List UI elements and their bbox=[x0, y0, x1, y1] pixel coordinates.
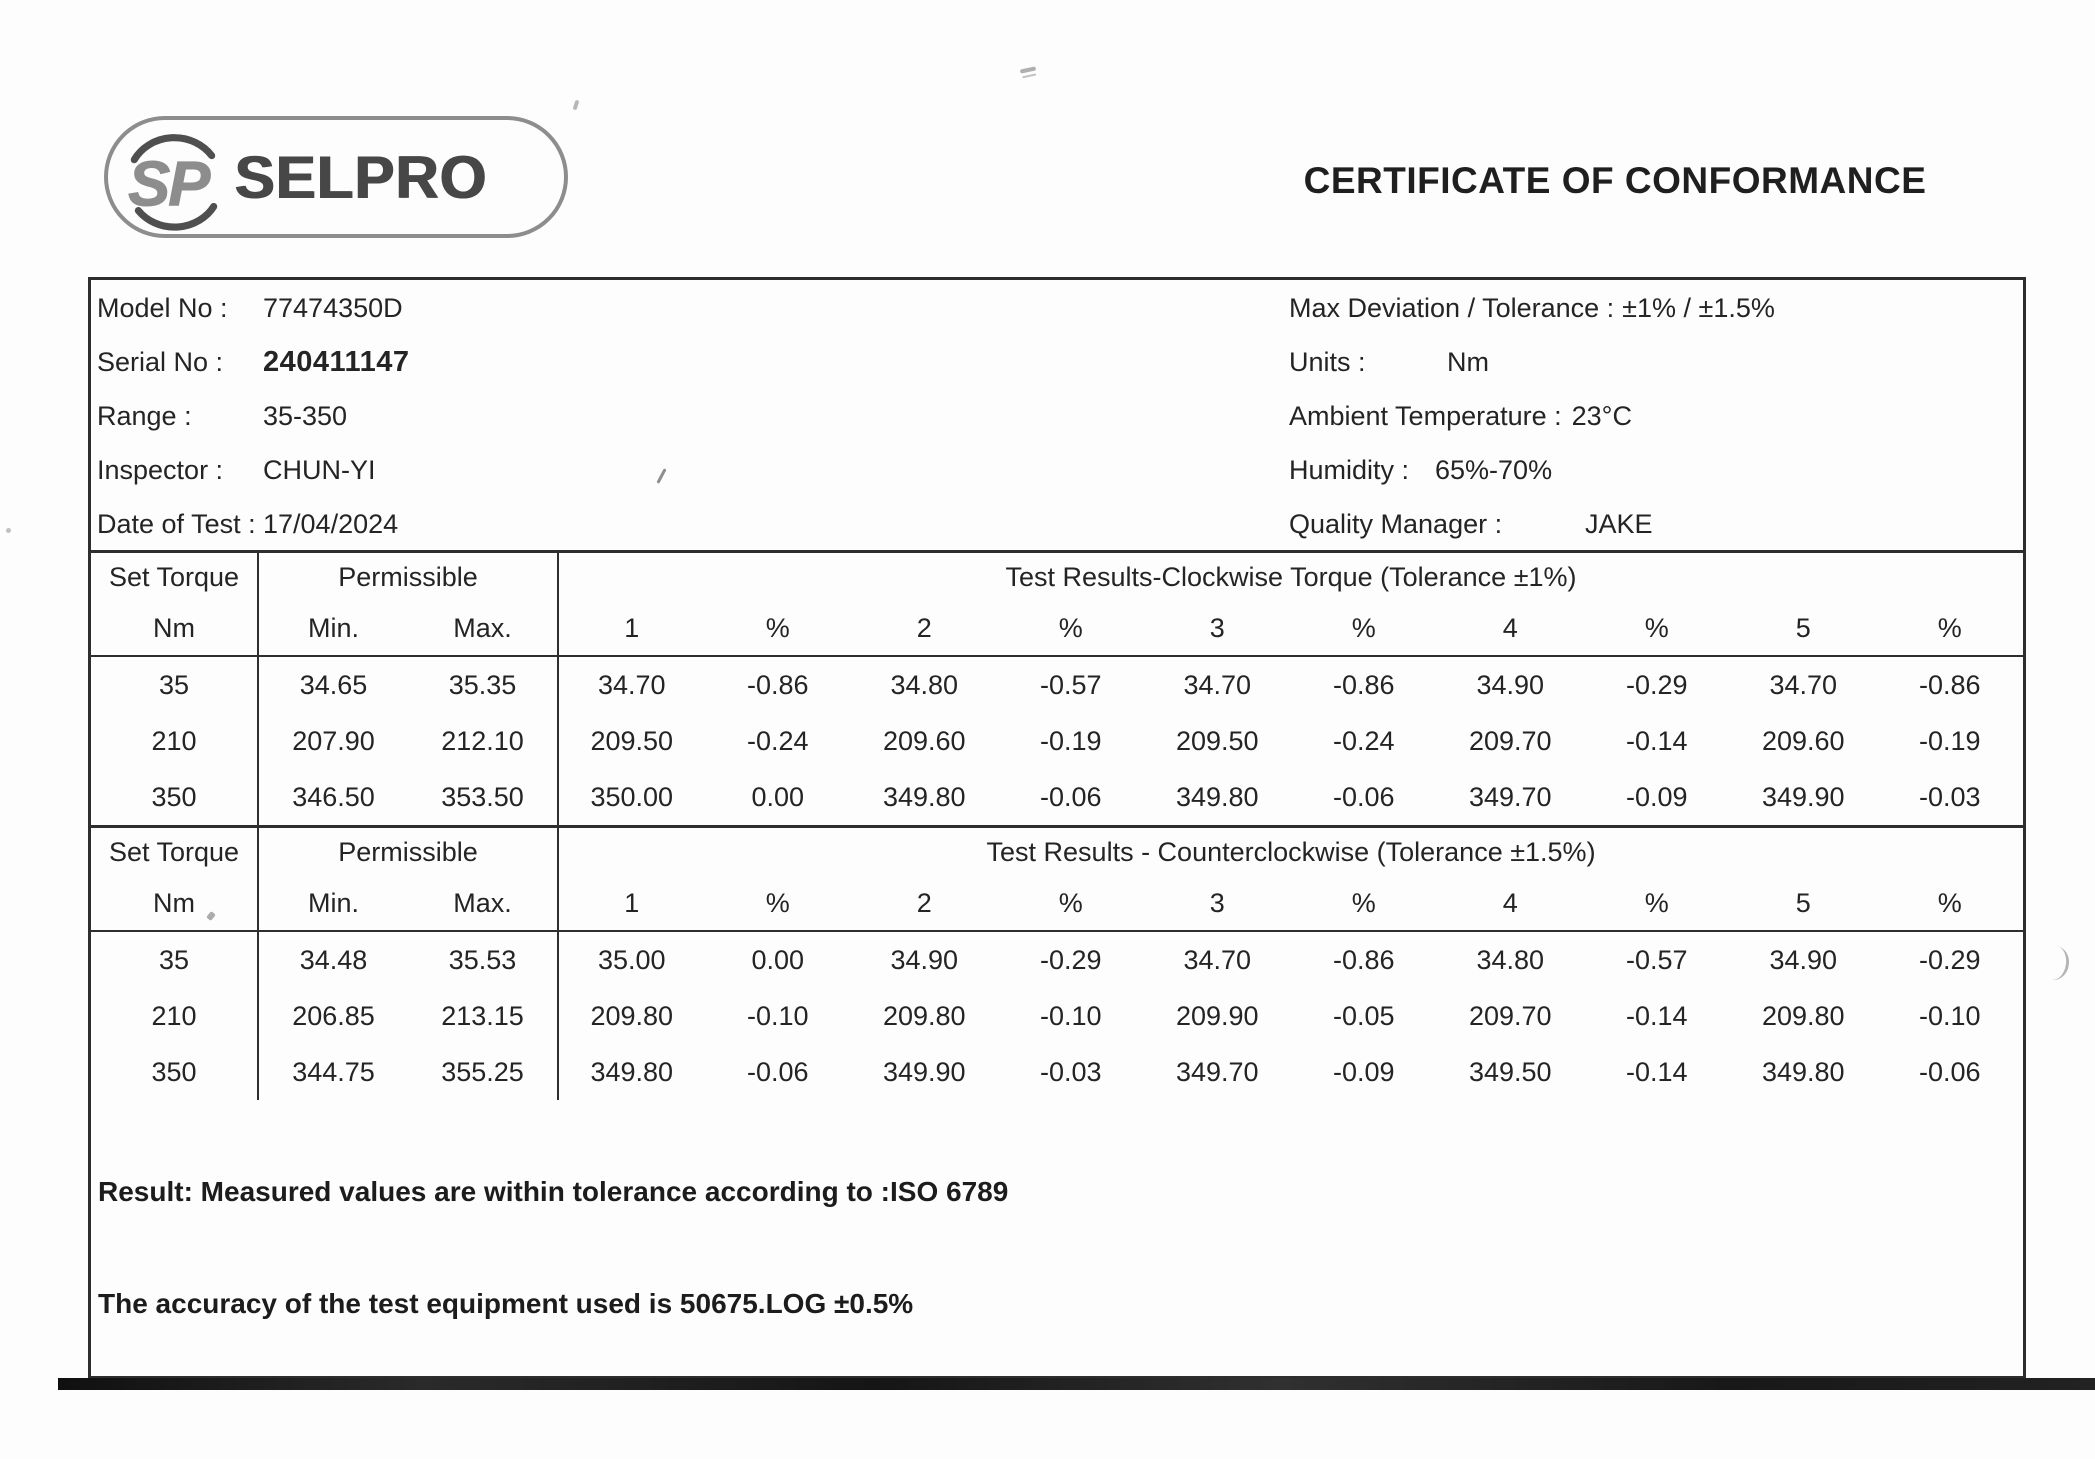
table-cell: -0.06 bbox=[1919, 1056, 1981, 1087]
table-cell: -0.06 bbox=[1039, 781, 1102, 812]
inspector-label: Inspector : bbox=[97, 454, 224, 485]
column-header: 2 bbox=[851, 876, 998, 931]
brand-name: SELPRO bbox=[234, 143, 487, 211]
table-cell: 349.70 bbox=[1468, 781, 1552, 812]
column-header: Permissible bbox=[258, 553, 558, 601]
column-header: 1 bbox=[558, 876, 705, 931]
column-header: Test Results - Counterclockwise (Tolerance ±1.5%) bbox=[986, 836, 1596, 867]
table-cell: 34.70 bbox=[1769, 669, 1838, 700]
range-value: 35-350 bbox=[263, 400, 348, 431]
header-row bbox=[91, 827, 2023, 877]
quality-manager-row bbox=[1289, 497, 2019, 551]
table-cell: 209.80 bbox=[1761, 1000, 1845, 1031]
quality-manager-value: JAKE bbox=[1585, 508, 1653, 539]
column-header: % bbox=[998, 601, 1145, 656]
model-no-row bbox=[97, 281, 1177, 335]
table-cell: -0.19 bbox=[1919, 725, 1981, 756]
table-cell: -0.03 bbox=[1919, 781, 1981, 812]
table-cell: 349.80 bbox=[590, 1056, 674, 1087]
table-cell: 34.70 bbox=[1183, 944, 1252, 975]
column-header: % bbox=[998, 876, 1145, 931]
column-header: Nm bbox=[91, 876, 258, 931]
ambient-temperature-value: 23°C bbox=[1571, 400, 1632, 431]
table-cell: -0.10 bbox=[1039, 1000, 1102, 1031]
max-deviation-row bbox=[1289, 281, 2019, 335]
date-of-test-row bbox=[97, 497, 1177, 551]
table-cell: 34.90 bbox=[1476, 669, 1545, 700]
inspector-value: CHUN-YI bbox=[263, 454, 376, 485]
table-cell: -0.06 bbox=[746, 1056, 809, 1087]
table-cell: -0.05 bbox=[1332, 1000, 1395, 1031]
column-header: Max. bbox=[408, 876, 558, 931]
column-header: Set Torque bbox=[91, 827, 258, 877]
table-cell: 209.80 bbox=[590, 1000, 674, 1031]
table-cell: 34.90 bbox=[1769, 944, 1838, 975]
column-header: % bbox=[1584, 601, 1731, 656]
scan-artifact bbox=[6, 528, 11, 533]
clockwise-results-table bbox=[91, 553, 2023, 825]
scan-artifact bbox=[573, 100, 580, 111]
scan-artifact bbox=[1020, 66, 1036, 73]
column-header: Nm bbox=[91, 601, 258, 656]
table-cell: 209.50 bbox=[590, 725, 674, 756]
column-header: Min. bbox=[258, 601, 408, 656]
column-header: Min. bbox=[258, 876, 408, 931]
model-no-label: Model No : bbox=[97, 292, 228, 323]
table-cell: 35 bbox=[91, 931, 258, 988]
table-cell: 35.53 bbox=[408, 931, 558, 988]
table-cell: 34.70 bbox=[1183, 669, 1252, 700]
units-label: Units : bbox=[1289, 346, 1366, 377]
table-cell: 350.00 bbox=[590, 781, 674, 812]
table-cell: 34.48 bbox=[299, 944, 368, 975]
result-section bbox=[91, 1100, 2023, 1376]
table-cell: -0.10 bbox=[1919, 1000, 1981, 1031]
table-cell: -0.09 bbox=[1625, 781, 1688, 812]
table-cell: 0.00 bbox=[751, 944, 805, 975]
humidity-value: 65%-70% bbox=[1435, 454, 1553, 485]
table-cell: -0.14 bbox=[1625, 1000, 1688, 1031]
table-cell: 210 bbox=[91, 713, 258, 769]
table-cell: -0.57 bbox=[1039, 669, 1102, 700]
table-cell: -0.29 bbox=[1919, 944, 1981, 975]
column-header: % bbox=[1584, 876, 1731, 931]
column-header: 3 bbox=[1144, 876, 1291, 931]
table-cell: 213.15 bbox=[408, 988, 558, 1044]
column-header: % bbox=[1877, 601, 2024, 656]
table-cell: 209.90 bbox=[1175, 1000, 1259, 1031]
table-cell: -0.86 bbox=[1332, 944, 1395, 975]
range-row bbox=[97, 389, 1177, 443]
date-of-test-label: Date of Test : bbox=[97, 508, 256, 539]
column-header: % bbox=[1291, 876, 1438, 931]
result-statement: Result: Measured values are within tolerance according to :ISO 6789 bbox=[98, 1176, 1009, 1207]
units-value: Nm bbox=[1447, 346, 1489, 377]
column-header: % bbox=[705, 601, 852, 656]
quality-manager-label: Quality Manager : bbox=[1289, 508, 1503, 539]
info-right-column bbox=[1289, 281, 2019, 551]
table-cell: 349.50 bbox=[1468, 1056, 1552, 1087]
date-of-test-value: 17/04/2024 bbox=[263, 508, 399, 539]
serial-no-value: 240411147 bbox=[263, 345, 410, 378]
table-cell: -0.09 bbox=[1332, 1056, 1395, 1087]
ambient-temperature-label: Ambient Temperature : bbox=[1289, 400, 1562, 431]
table-cell: 34.70 bbox=[597, 669, 666, 700]
info-left-column bbox=[97, 281, 1177, 551]
table-row bbox=[91, 988, 2023, 1044]
column-header: 1 bbox=[558, 601, 705, 656]
scan-artifact bbox=[2038, 944, 2071, 982]
table-cell: 210 bbox=[91, 988, 258, 1044]
column-header: Permissible bbox=[258, 827, 558, 877]
column-header: 4 bbox=[1437, 876, 1584, 931]
table-cell: -0.86 bbox=[746, 669, 809, 700]
units-row bbox=[1289, 335, 2019, 389]
table-cell: 209.60 bbox=[1761, 725, 1845, 756]
humidity-label: Humidity : bbox=[1289, 454, 1410, 485]
serial-no-row bbox=[97, 335, 1177, 389]
table-cell: 209.60 bbox=[882, 725, 966, 756]
table-row bbox=[91, 656, 2023, 713]
table-cell: -0.14 bbox=[1625, 725, 1688, 756]
ambient-temperature-row bbox=[1289, 389, 2019, 443]
column-header: 4 bbox=[1437, 601, 1584, 656]
table-cell: 212.10 bbox=[408, 713, 558, 769]
table-cell: 209.50 bbox=[1175, 725, 1259, 756]
table-cell: -0.29 bbox=[1039, 944, 1102, 975]
table-cell: 349.80 bbox=[1175, 781, 1259, 812]
table-cell: 0.00 bbox=[751, 781, 805, 812]
table-cell: -0.19 bbox=[1039, 725, 1102, 756]
column-header: 2 bbox=[851, 601, 998, 656]
table-cell: 350 bbox=[91, 1044, 258, 1100]
table-cell: -0.86 bbox=[1919, 669, 1981, 700]
table-cell: -0.10 bbox=[746, 1000, 809, 1031]
column-header: % bbox=[1291, 601, 1438, 656]
table-cell: 209.70 bbox=[1468, 1000, 1552, 1031]
table-cell: -0.86 bbox=[1332, 669, 1395, 700]
header-row bbox=[91, 876, 2023, 931]
page-title: CERTIFICATE OF CONFORMANCE bbox=[1303, 160, 1927, 201]
humidity-row bbox=[1289, 443, 2019, 497]
column-header: Set Torque bbox=[91, 553, 258, 601]
max-deviation-label: Max Deviation / Tolerance : bbox=[1289, 292, 1615, 323]
table-cell: 34.80 bbox=[1476, 944, 1545, 975]
accuracy-statement: The accuracy of the test equipment used is 50675.LOG ±0.5% bbox=[98, 1288, 914, 1319]
counterclockwise-results-table bbox=[91, 825, 2023, 1100]
table-cell: 35 bbox=[91, 656, 258, 713]
max-deviation-value: ±1% / ±1.5% bbox=[1622, 292, 1775, 323]
range-label: Range : bbox=[97, 400, 192, 431]
table-cell: 355.25 bbox=[408, 1044, 558, 1100]
table-cell: 35.35 bbox=[408, 656, 558, 713]
table-cell: -0.29 bbox=[1625, 669, 1688, 700]
serial-no-label: Serial No : bbox=[97, 346, 224, 377]
sp-monogram-icon bbox=[118, 121, 230, 233]
table-cell: 349.70 bbox=[1175, 1056, 1259, 1087]
table-cell: 34.65 bbox=[299, 669, 368, 700]
table-cell: 346.50 bbox=[292, 781, 375, 812]
column-header: % bbox=[1877, 876, 2024, 931]
header-row bbox=[91, 553, 2023, 601]
table-cell: 209.70 bbox=[1468, 725, 1552, 756]
table-cell: 349.90 bbox=[1761, 781, 1845, 812]
table-cell: 35.00 bbox=[597, 944, 666, 975]
table-row bbox=[91, 713, 2023, 769]
table-row bbox=[91, 931, 2023, 988]
table-cell: 34.90 bbox=[890, 944, 959, 975]
table-row bbox=[91, 1044, 2023, 1100]
info-panel bbox=[91, 280, 2023, 553]
header-row bbox=[91, 601, 2023, 656]
model-no-value: 77474350D bbox=[263, 292, 403, 323]
table-cell: 209.80 bbox=[882, 1000, 966, 1031]
table-cell: 350 bbox=[91, 769, 258, 825]
column-header: 5 bbox=[1730, 876, 1877, 931]
monogram-text: SP bbox=[128, 149, 209, 220]
table-cell: -0.24 bbox=[746, 725, 809, 756]
table-cell: 207.90 bbox=[292, 725, 375, 756]
selpro-logo bbox=[104, 116, 568, 238]
table-cell: 349.80 bbox=[882, 781, 966, 812]
table-cell: 344.75 bbox=[292, 1056, 375, 1087]
column-header: 3 bbox=[1144, 601, 1291, 656]
table-cell: -0.24 bbox=[1332, 725, 1395, 756]
scan-edge-bar bbox=[58, 1378, 2095, 1390]
table-cell: 353.50 bbox=[408, 769, 558, 825]
column-header: 5 bbox=[1730, 601, 1877, 656]
table-cell: -0.06 bbox=[1332, 781, 1395, 812]
inspector-row bbox=[97, 443, 1177, 497]
table-cell: -0.03 bbox=[1039, 1056, 1102, 1087]
table-cell: -0.57 bbox=[1625, 944, 1688, 975]
table-row bbox=[91, 769, 2023, 825]
table-cell: 349.90 bbox=[882, 1056, 966, 1087]
column-header: % bbox=[705, 876, 852, 931]
column-header: Max. bbox=[408, 601, 558, 656]
table-cell: 206.85 bbox=[292, 1000, 375, 1031]
table-cell: 34.80 bbox=[890, 669, 959, 700]
column-header: Test Results-Clockwise Torque (Tolerance ±1%) bbox=[1005, 561, 1577, 592]
certificate-body bbox=[88, 277, 2026, 1379]
table-cell: -0.14 bbox=[1625, 1056, 1688, 1087]
table-cell: 349.80 bbox=[1761, 1056, 1845, 1087]
